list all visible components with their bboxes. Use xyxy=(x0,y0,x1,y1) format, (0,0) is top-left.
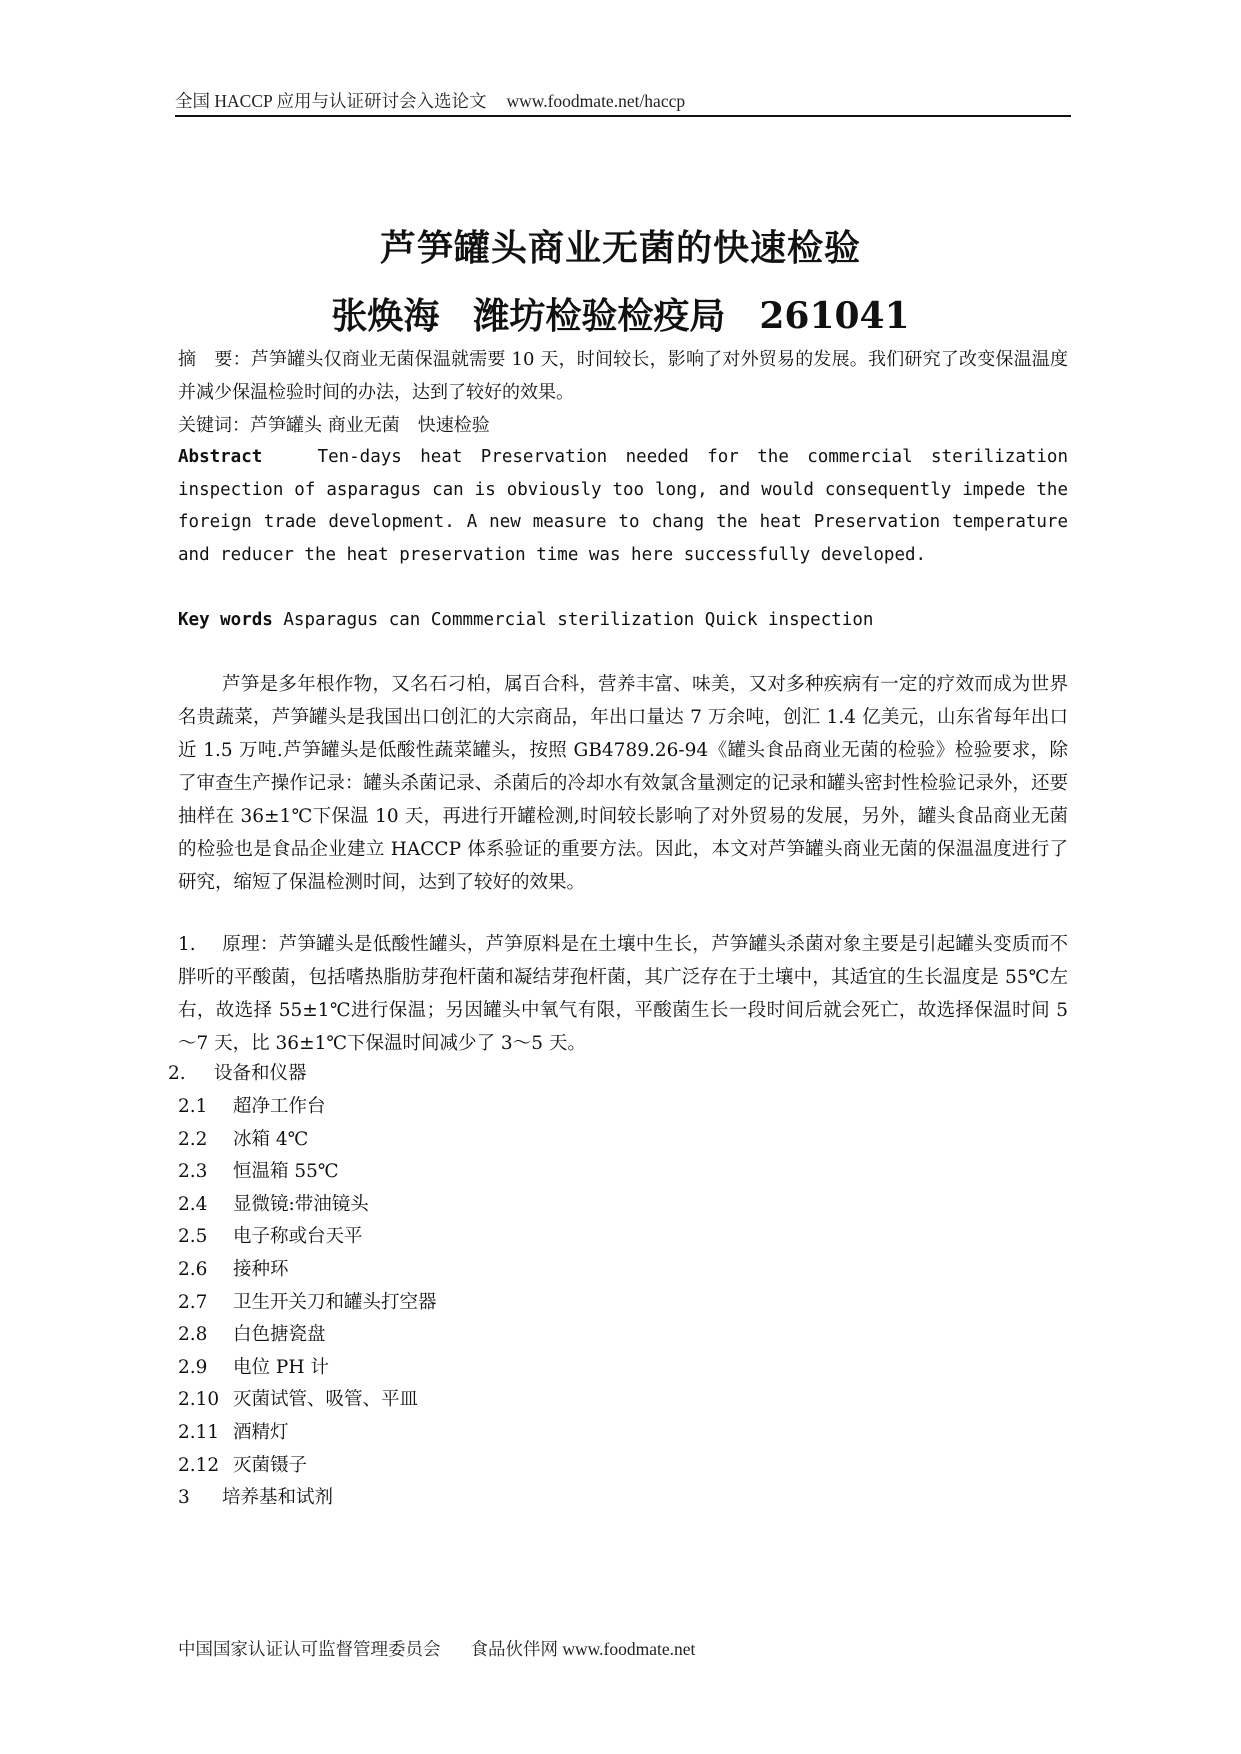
keywords-cn xyxy=(178,409,1068,442)
author-org: 潍坊检验检疫局 xyxy=(473,296,726,337)
intro-paragraph: 芦笋是多年根作物，又名石刁柏，属百合科，营养丰富、味美，又对多种疾病有一定的疗效而成为世界名贵蔬菜，芦笋罐头是我国出口创汇的大宗商品，年出口量达 7 万余吨，创汇 1.4 亿美元，山东省每年出口近 1.5 万吨.芦笋罐头是低酸性蔬菜罐头，按照 GB4789.26-94《罐头食品商业无菌的检验》检验要求，除了审查生产操作记录：罐头杀菌记录、杀菌后的冷却水有效氯含量测定的记录和罐头密封性检验记录外，还要抽样在 36±1℃下保温 10 天，再进行开罐检测,时间较长影响了对外贸易的发展，另外，罐头食品商业无菌的检验也是食品企业建立 HACCP 体系验证的重要方法。因此，本文对芦笋罐头商业无菌的保温温度进行了研究，缩短了保温检测时间，达到了较好的效果。 xyxy=(178,674,1068,893)
keywords-cn-label: 关键词： xyxy=(178,415,250,436)
abstract-cn-text: 芦笋罐头仅商业无菌保温就需要 10 天，时间较长，影响了对外贸易的发展。我们研究了改变保温温度并减少保温检验时间的办法，达到了较好的效果。 xyxy=(178,349,1069,403)
author-postcode: 261041 xyxy=(759,295,910,337)
list-item: 2.10 灭菌试管、吸管、平皿 xyxy=(178,1389,419,1411)
author-line xyxy=(0,288,1241,339)
list-item: 2.12 灭菌镊子 xyxy=(178,1454,308,1476)
section-1 xyxy=(178,928,1068,1060)
list-item: 2.8 白色搪瓷盘 xyxy=(178,1324,326,1346)
header-rule xyxy=(175,115,1071,117)
keywords-cn-text: 芦笋罐头 商业无菌 快速检验 xyxy=(250,415,490,436)
keywords-en-label: Key words xyxy=(178,610,273,630)
section-2 xyxy=(168,1058,307,1091)
list-item: 2.7 卫生开关刀和罐头打空器 xyxy=(178,1291,437,1313)
list-item: 2.3 恒温箱 55℃ xyxy=(178,1161,339,1183)
section-3-number: 3 xyxy=(178,1487,190,1509)
section-2-number: 2. xyxy=(168,1063,186,1084)
section-3-heading xyxy=(178,1482,437,1515)
list-item: 2.2 冰箱 4℃ xyxy=(178,1128,309,1150)
list-item: 2.11 酒精灯 xyxy=(178,1421,289,1443)
keywords-en-text: Asparagus can Commmercial sterilization Quick inspection xyxy=(283,610,874,630)
footer-site[interactable]: 食品伙伴网 www.foodmate.net xyxy=(470,1639,696,1659)
list-item: 2.6 接种环 xyxy=(178,1258,289,1280)
section-1-number: 1. xyxy=(178,934,196,955)
author-name: 张焕海 xyxy=(331,296,440,337)
paper-title: 芦笋罐头商业无菌的快速检验 xyxy=(379,228,861,269)
keywords-en xyxy=(178,604,1068,637)
section-2-heading xyxy=(168,1058,307,1091)
list-item: 2.1 超净工作台 xyxy=(178,1096,326,1117)
abstract-en-text: Ten-days heat Preservation needed for the commercial sterilization inspection of asparagus can is obviously too long, and would consequently impede the foreign trade development. A new measure to chang the heat Preservation temperature and reducer the heat preservation time was here successfully developed. xyxy=(178,447,1069,565)
section-2-title: 设备和仪器 xyxy=(214,1063,307,1084)
page-footer xyxy=(178,1636,695,1661)
equipment-list xyxy=(178,1091,437,1515)
header-journal: 全国 HACCP 应用与认证研讨会入选论文 xyxy=(175,91,487,111)
footer-org: 中国国家认证认可监督管理委员会 xyxy=(178,1639,441,1659)
running-header xyxy=(175,88,1071,113)
section-3-title: 培养基和试剂 xyxy=(222,1487,334,1509)
section-1-text: 原理：芦笋罐头是低酸性罐头，芦笋原料是在土壤中生长，芦笋罐头杀菌对象主要是引起罐头变质而不胖听的平酸菌，包括嗜热脂肪芽孢杆菌和凝结芽孢杆菌，其广泛存在于土壤中，其适宜的生长温度是 55℃左右，故选择 55±1℃进行保温；另因罐头中氧气有限，平酸菌生长一段时间后就会死亡，故选择保温时间 5～7 天，比 36±1℃下保温时间减少了 3～5 天。 xyxy=(178,934,1068,1054)
abstract-cn-label: 摘 要： xyxy=(178,349,251,370)
abstract-cn xyxy=(178,343,1068,409)
list-item: 2.5 电子称或台天平 xyxy=(178,1226,363,1248)
list-item: 2.4 显微镜:带油镜头 xyxy=(178,1193,369,1215)
abstract-en-label: Abstract xyxy=(178,447,263,467)
header-url[interactable]: www.foodmate.net/haccp xyxy=(506,91,686,111)
list-item: 2.9 电位 PH 计 xyxy=(178,1356,329,1378)
abstract-en xyxy=(178,441,1068,571)
